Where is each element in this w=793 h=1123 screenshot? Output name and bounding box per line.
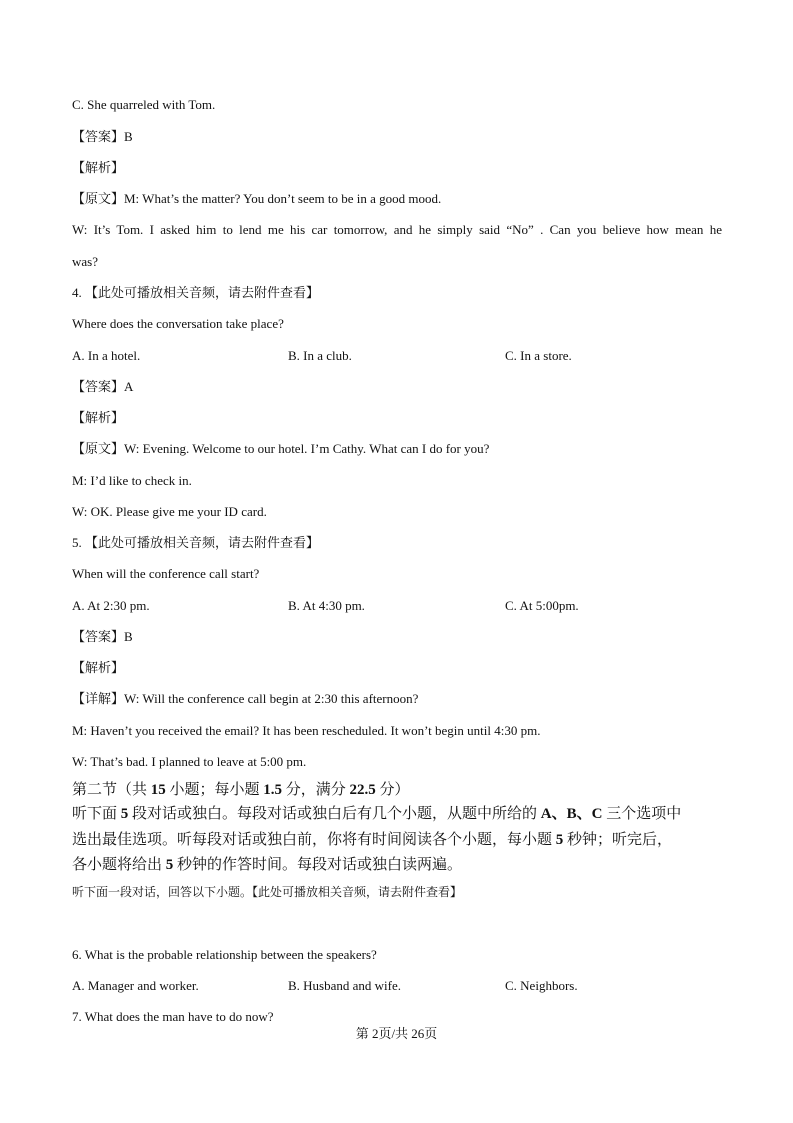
q4-option-a: A. In a hotel. xyxy=(72,348,141,363)
q4-transcript-line-2: M: I’d like to check in. xyxy=(72,473,192,488)
q3-transcript-line-2: W: It’s Tom. I asked him to lend me his car tomorrow, and he simply said “No” . Can you believe how mean he xyxy=(72,222,722,237)
q5-option-a: A. At 2:30 pm. xyxy=(72,598,150,613)
q4-audio-header: 4. 【此处可播放相关音频，请去附件查看】 xyxy=(72,285,320,300)
q5-transcript-line-1: 【详解】W: Will the conference call begin at 2:30 this afternoon? xyxy=(72,691,419,706)
q4-analysis-label: 【解析】 xyxy=(72,410,125,425)
q6-question: 6. What is the probable relationship between the speakers? xyxy=(72,947,377,962)
q6-options xyxy=(72,978,722,994)
q5-answer: 【答案】B xyxy=(72,629,133,644)
q4-transcript-line-1: 【原文】W: Evening. Welcome to our hotel. I’m Cathy. What can I do for you? xyxy=(72,441,490,456)
q7-question: 7. What does the man have to do now? xyxy=(72,1009,274,1024)
q5-option-c: C. At 5:00pm. xyxy=(505,598,579,613)
q3-option-c: C. She quarreled with Tom. xyxy=(72,97,216,112)
q4-question: Where does the conversation take place? xyxy=(72,316,284,331)
q3-analysis-label: 【解析】 xyxy=(72,160,125,175)
q5-audio-header: 5. 【此处可播放相关音频，请去附件查看】 xyxy=(72,535,320,550)
q5-transcript-line-2: M: Haven’t you received the email? It has been rescheduled. It won’t begin until 4:30 pm. xyxy=(72,723,541,738)
q4-transcript-line-3: W: OK. Please give me your ID card. xyxy=(72,504,267,519)
q5-transcript-line-3: W: That’s bad. I planned to leave at 5:00 pm. xyxy=(72,754,307,769)
page-number-footer: 第 2页/共 26页 xyxy=(355,1026,438,1041)
section2-instruction-line-2: 选出最佳选项。听每段对话或独白前，你将有时间阅读各个小题，每小题 5 秒钟；听完后， xyxy=(72,832,673,848)
q3-answer: 【答案】B xyxy=(72,129,133,144)
q3-transcript-line-1: 【原文】M: What’s the matter? You don’t seem to be in a good mood. xyxy=(72,191,442,206)
q6-option-c: C. Neighbors. xyxy=(505,978,578,993)
section2-instruction-line-1: 听下面 5 段对话或独白。每段对话或独白后有几个小题，从题中所给的 A、B、C 三个选项中 xyxy=(72,806,682,822)
q4-answer: 【答案】A xyxy=(72,379,134,394)
section2-listen-prompt: 听下面一段对话，回答以下小题。【此处可播放相关音频，请去附件查看】 xyxy=(72,885,463,899)
q3-transcript-line-3: was? xyxy=(72,254,98,269)
q5-analysis-label: 【解析】 xyxy=(72,660,125,675)
q4-options xyxy=(72,348,722,364)
section2-title: 第二节（共 15 小题；每小题 1.5 分，满分 22.5 分） xyxy=(72,782,410,798)
q6-option-b: B. Husband and wife. xyxy=(288,978,402,993)
q4-option-c: C. In a store. xyxy=(505,348,572,363)
q5-options xyxy=(72,598,722,614)
q4-option-b: B. In a club. xyxy=(288,348,352,363)
q5-option-b: B. At 4:30 pm. xyxy=(288,598,365,613)
q5-question: When will the conference call start? xyxy=(72,566,260,581)
section2-instruction-line-3: 各小题将给出 5 秒钟的作答时间。每段对话或独白读两遍。 xyxy=(72,857,463,873)
q6-option-a: A. Manager and worker. xyxy=(72,978,199,993)
